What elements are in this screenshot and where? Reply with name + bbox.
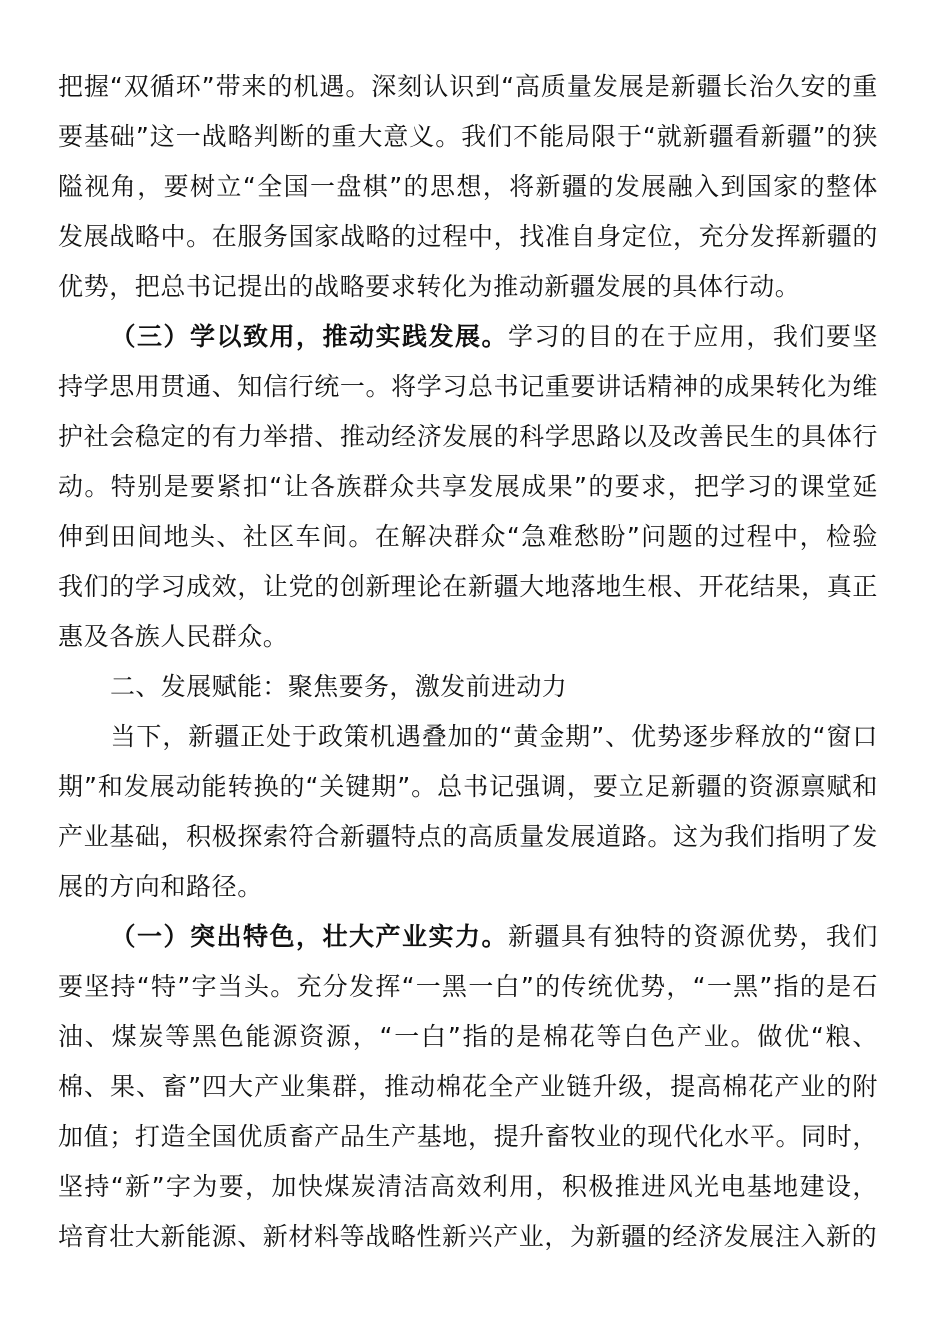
paragraph-continuation (58, 62, 878, 312)
paragraph-text: 学习的目的在于应用，我们要坚持学思用贯通、知信行统一。将学习总书记重要讲话精神的成果转化为维护社会稳定的有力举措、推动经济发展的科学思路以及改善民生的具体行动。特别是要紧扣“让各族群众共享发展成果”的要求，把学习的课堂延伸到田间地头、社区车间。在解决群众“急难愁盼”问题的过程中，检验我们的学习成效，让党的创新理论在新疆大地落地生根、开花结果，真正惠及各族人民群众。 (58, 322, 878, 651)
chapter-heading: 二、发展赋能：聚焦要务，激发前进动力 (110, 672, 568, 701)
section-heading-bold: （三）学以致用，推动实践发展。 (110, 322, 508, 351)
paragraph-text: 新疆具有独特的资源优势，我们要坚持“特”字当头。充分发挥“一黑一白”的传统优势，“一黑”指的是石油、煤炭等黑色能源资源，“一白”指的是棉花等白色产业。做优“粮、棉、果、畜”四大产业集群，推动棉花全产业链升级，提高棉花产业的附加值；打造全国优质畜产品生产基地，提升畜牧业的现代化水平。同时，坚持“新”字为要，加快煤炭清洁高效利用，积极推进风光电基地建设，培育壮大新能源、新材料等战略性新兴产业，为新疆的经济发展注入新的 (58, 922, 878, 1251)
section-heading-bold: （一）突出特色，壮大产业实力。 (110, 922, 508, 951)
document-page (58, 62, 878, 1262)
paragraph-text: 当下，新疆正处于政策机遇叠加的“黄金期”、优势逐步释放的“窗口期”和发展动能转换的“关键期”。总书记强调，要立足新疆的资源禀赋和产业基础，积极探索符合新疆特点的高质量发展道路。这为我们指明了发展的方向和路径。 (58, 722, 878, 901)
paragraph-intro (58, 712, 878, 912)
paragraph-section-three (58, 312, 878, 662)
paragraph-text: 把握“双循环”带来的机遇。深刻认识到“高质量发展是新疆长治久安的重要基础”这一战略判断的重大意义。我们不能局限于“就新疆看新疆”的狭隘视角，要树立“全国一盘棋”的思想，将新疆的发展融入到国家的整体发展战略中。在服务国家战略的过程中，找准自身定位，充分发挥新疆的优势，把总书记提出的战略要求转化为推动新疆发展的具体行动。 (58, 72, 878, 301)
paragraph-section-one (58, 912, 878, 1262)
